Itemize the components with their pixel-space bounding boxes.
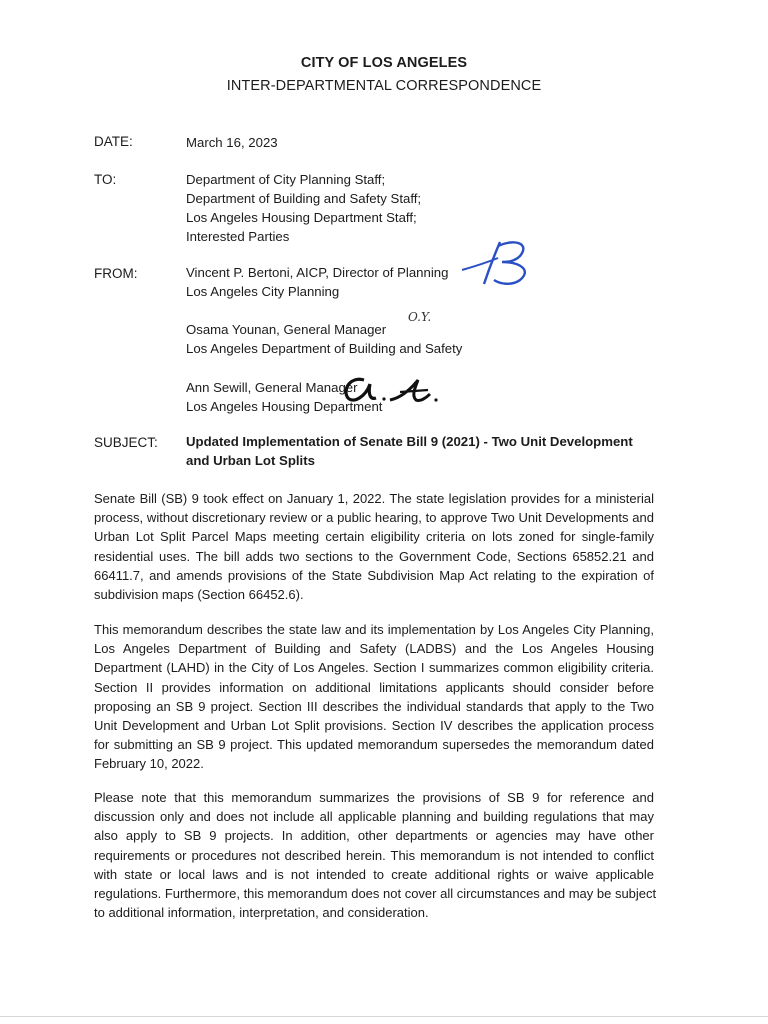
page-bottom-edge — [0, 1016, 768, 1017]
to-line: Department of Building and Safety Staff; — [186, 191, 422, 206]
document-subtitle: INTER-DEPARTMENTAL CORRESPONDENCE — [226, 78, 542, 94]
body-paragraph-1 — [94, 489, 654, 604]
paragraph-line: Urban Lot Split Parcel Maps meeting certain eligibility criteria on lots zoned for single-family — [94, 529, 654, 545]
paragraph-line: for submitting an SB 9 project. This updated memorandum supersedes the memorandum dated — [94, 737, 654, 753]
paragraph-line: February 10, 2022. — [94, 756, 204, 772]
paragraph-line: 66411.7, and amends provisions of the State Subdivision Map Act relating to the expiration of — [94, 567, 654, 583]
body-paragraph-2 — [94, 620, 654, 774]
from-sender-2 — [186, 320, 462, 358]
subject-label: SUBJECT: — [94, 435, 158, 450]
subject-line: and Urban Lot Splits — [186, 453, 315, 468]
paragraph-line: subdivision maps (Section 66452.6). — [94, 587, 304, 603]
subject-line: Updated Implementation of Senate Bill 9 (2021) - Two Unit Development — [186, 434, 633, 449]
paragraph-line: Senate Bill (SB) 9 took effect on January 1, 2022. The state legislation provides for a ministerial — [94, 491, 654, 506]
from-sender-3 — [186, 378, 382, 416]
sender-org: Los Angeles City Planning — [186, 284, 340, 299]
subject-text — [186, 432, 633, 470]
to-line: Department of City Planning Staff; — [186, 172, 386, 187]
body-paragraph-3 — [94, 788, 657, 922]
paragraph-line: regulations. Furthermore, this memorandum does not cover all circumstances and may be subject — [94, 886, 657, 902]
paragraph-line: process, without discretionary review or a public hearing, to approve Two Unit Developments and — [94, 510, 654, 526]
sender-name: Osama Younan, General Manager — [186, 322, 387, 337]
paragraph-line: Section II provides information on additional limitations applicants should consider before — [94, 679, 654, 695]
paragraph-line: requirements or procedures not described herein. This memorandum is not intended to conflict — [94, 847, 654, 863]
paragraph-line: with state or local laws and is not intended to create additional rights or waive applicable — [94, 866, 654, 882]
sender-org: Los Angeles Housing Department — [186, 399, 383, 414]
paragraph-line: Unit Development and Urban Lot Split provisions. Section IV describes the application process — [94, 718, 654, 734]
paragraph-line: residential uses. The bill adds two sections to the Government Code, Sections 65852.21 and — [94, 548, 654, 564]
to-recipients — [186, 170, 421, 246]
sender-name: Vincent P. Bertoni, AICP, Director of Planning — [186, 265, 449, 280]
paragraph-line: This memorandum describes the state law and its implementation by Los Angeles City Planning, — [94, 622, 654, 637]
sender-name: Ann Sewill, General Manager — [186, 380, 358, 395]
document-title: CITY OF LOS ANGELES — [300, 55, 468, 71]
paragraph-line: proposing an SB 9 project. Section III describes the individual standards that apply to the Two — [94, 698, 654, 714]
from-sender-1 — [186, 263, 448, 301]
paragraph-line: Los Angeles Department of Building and Safety (LADBS) and the Los Angeles Housing — [94, 641, 654, 657]
paragraph-line: Department (LAHD) in the City of Los Angeles. Section I summarizes common eligibility criteria. — [94, 660, 654, 676]
bertoni-signature — [458, 236, 538, 292]
paragraph-line: discussion only and does not include all applicable planning and building regulations that may — [94, 809, 654, 825]
paragraph-line: also apply to SB 9 projects. In addition, other departments or agencies may have other — [94, 828, 654, 844]
date-label: DATE: — [94, 134, 133, 149]
to-line: Los Angeles Housing Department Staff; — [186, 210, 417, 225]
to-label: TO: — [94, 172, 117, 187]
paragraph-line: to additional information, interpretation, and consideration. — [94, 905, 429, 921]
from-label: FROM: — [94, 266, 138, 281]
paragraph-line: Please note that this memorandum summarizes the provisions of SB 9 for reference and — [94, 790, 654, 805]
younan-initials: O.Y. — [408, 310, 432, 324]
to-line: Interested Parties — [186, 229, 290, 244]
date-value: March 16, 2023 — [186, 135, 278, 150]
sender-org: Los Angeles Department of Building and Safety — [186, 341, 463, 356]
